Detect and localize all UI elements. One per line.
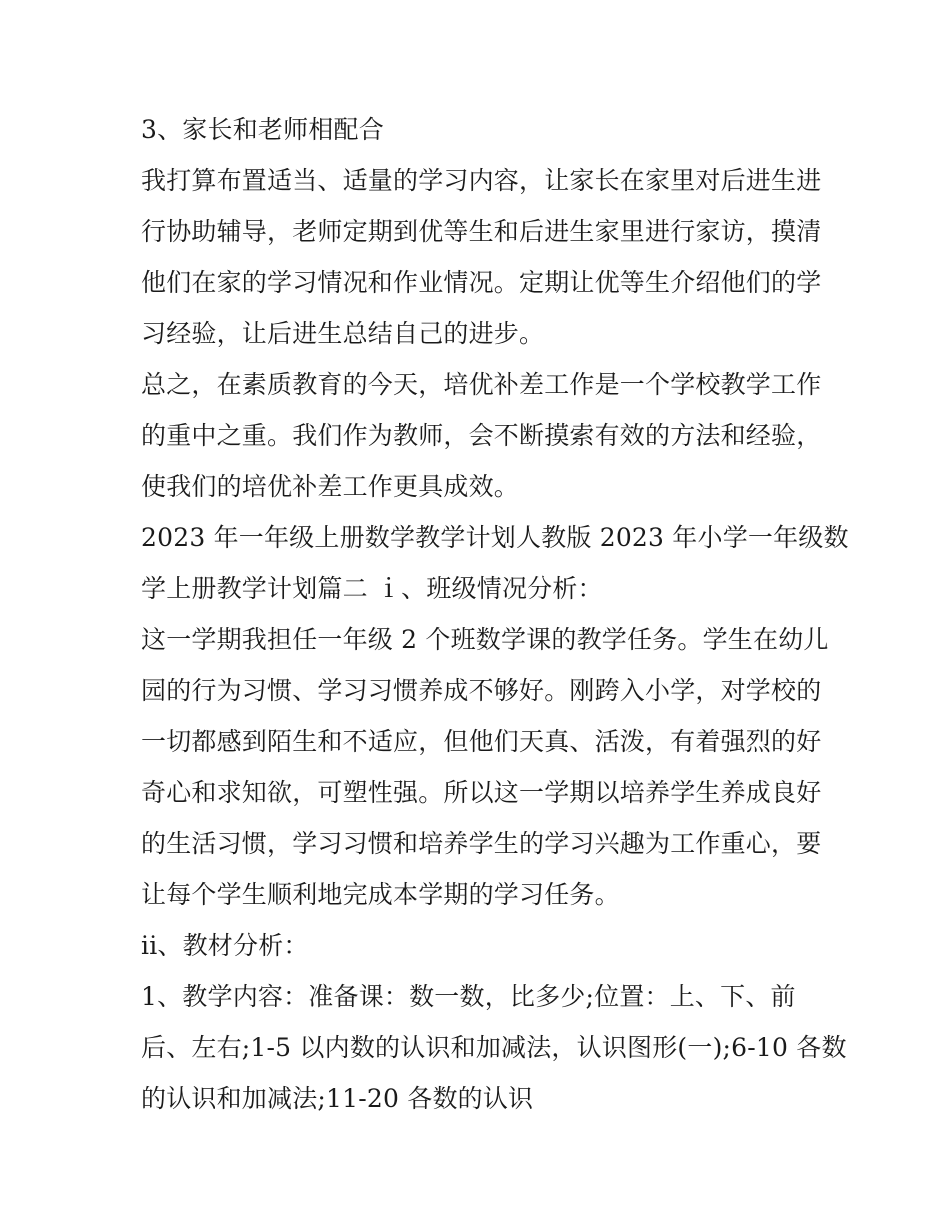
text-line: 的认识和加减法;11-20 各数的认识 xyxy=(141,1084,534,1113)
text-line: 的生活习惯，学习习惯和培养学生的学习兴趣为工作重心，要 xyxy=(141,829,822,858)
text-line: 奇心和求知欲，可塑性强。所以这一学期以培养学生养成良好 xyxy=(141,778,822,807)
text-line: 园的行为习惯、学习习惯养成不够好。刚跨入小学，对学校的 xyxy=(141,676,822,705)
text-line: 1、教学内容：准备课：数一数，比多少;位置：上、下、前 xyxy=(141,982,796,1011)
text-line: 后、左右;1-5 以内数的认识和加减法，认识图形(一);6-10 各数 xyxy=(141,1033,847,1062)
paragraph-summary xyxy=(141,359,821,512)
text-line: 使我们的培优补差工作更具成效。 xyxy=(141,472,520,501)
paragraph-heading-parent-teacher xyxy=(141,104,821,155)
text-line: 他们在家的学习情况和作业情况。定期让优等生介绍他们的学 xyxy=(141,268,822,297)
document-body xyxy=(141,104,849,1124)
paragraph-study-plan xyxy=(141,155,821,359)
text-line: 总之，在素质教育的今天，培优补差工作是一个学校教学工作 xyxy=(141,370,822,399)
text-line: 2023 年一年级上册数学教学计划人教版 2023 年小学一年级数 xyxy=(141,523,849,552)
text-line: 的重中之重。我们作为教师，会不断摸索有效的方法和经验， xyxy=(141,421,822,450)
paragraph-teaching-content xyxy=(141,971,847,1124)
text-line: ii、教材分析： xyxy=(141,931,309,960)
paragraph-plan-title xyxy=(141,512,849,614)
text-line: 习经验，让后进生总结自己的进步。 xyxy=(141,319,545,348)
text-line: 学上册教学计划篇二 ｉ、班级情况分析： xyxy=(141,574,603,603)
text-line: 我打算布置适当、适量的学习内容，让家长在家里对后进生进 xyxy=(141,166,822,195)
paragraph-heading-materials xyxy=(141,920,821,971)
text-line: 一切都感到陌生和不适应，但他们天真、活泼，有着强烈的好 xyxy=(141,727,822,756)
paragraph-class-analysis xyxy=(141,614,829,920)
text-line: 3、家长和老师相配合 xyxy=(141,115,384,144)
text-line: 让每个学生顺利地完成本学期的学习任务。 xyxy=(141,880,620,909)
text-line: 行协助辅导，老师定期到优等生和后进生家里进行家访，摸清 xyxy=(141,217,822,246)
text-line: 这一学期我担任一年级 2 个班数学课的教学任务。学生在幼儿 xyxy=(141,625,829,654)
